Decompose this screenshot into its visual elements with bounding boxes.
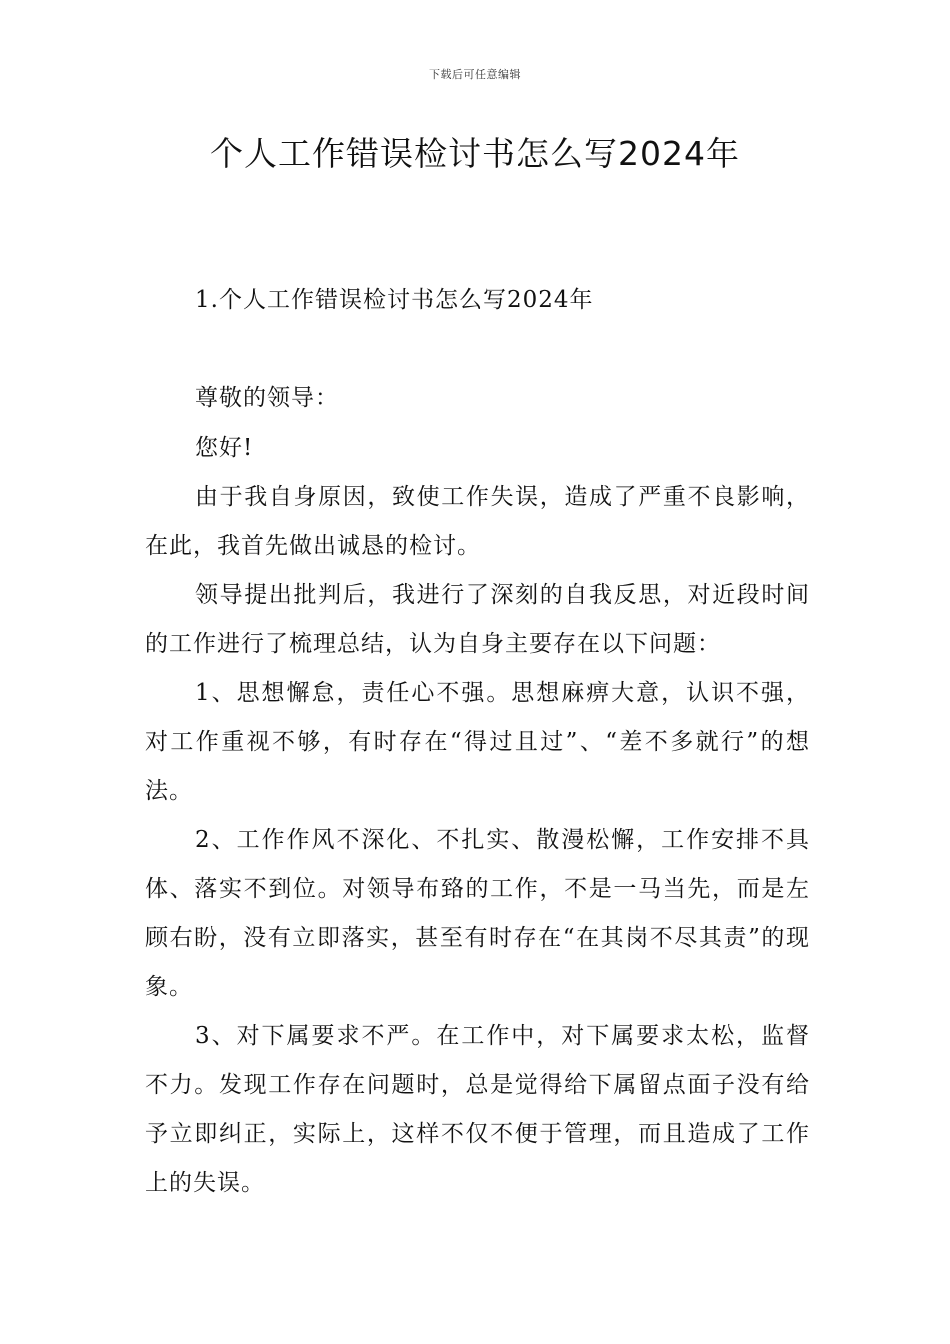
paragraph: 领导提出批判后，我进行了深刻的自我反思，对近段时间的工作进行了梳理总结，认为自身主要存在以下问题：	[145, 582, 810, 657]
salutation: 尊敬的领导：	[195, 385, 339, 411]
paragraph: 2、工作作风不深化、不扎实、散漫松懈，工作安排不具体、落实不到位。对领导布臵的工作，不是一马当先，而是左顾右盼，没有立即落实，甚至有时存在“在其岗不尽其责”的现象。	[145, 827, 810, 1000]
paragraph: 3、对下属要求不严。在工作中，对下属要求太松，监督不力。发现工作存在问题时，总是觉得给下属留点面子没有给予立即纠正，实际上，这样不仅不便于管理，而且造成了工作上的失误。	[145, 1023, 810, 1196]
document-title: 个人工作错误检讨书怎么写2024年	[210, 134, 740, 173]
paragraph: 1、思想懈怠，责任心不强。思想麻痹大意，认识不强，对工作重视不够，有时存在“得过且过”、“差不多就行”的想法。	[145, 680, 810, 804]
greeting: 您好!	[195, 435, 254, 461]
header-note: 下载后可任意编辑	[429, 68, 521, 81]
paragraph: 由于我自身原因，致使工作失误，造成了严重不良影响，在此，我首先做出诚恳的检讨。	[145, 484, 810, 559]
section-heading: 1.个人工作错误检讨书怎么写2024年	[195, 287, 594, 313]
body-paragraphs	[145, 473, 810, 1208]
